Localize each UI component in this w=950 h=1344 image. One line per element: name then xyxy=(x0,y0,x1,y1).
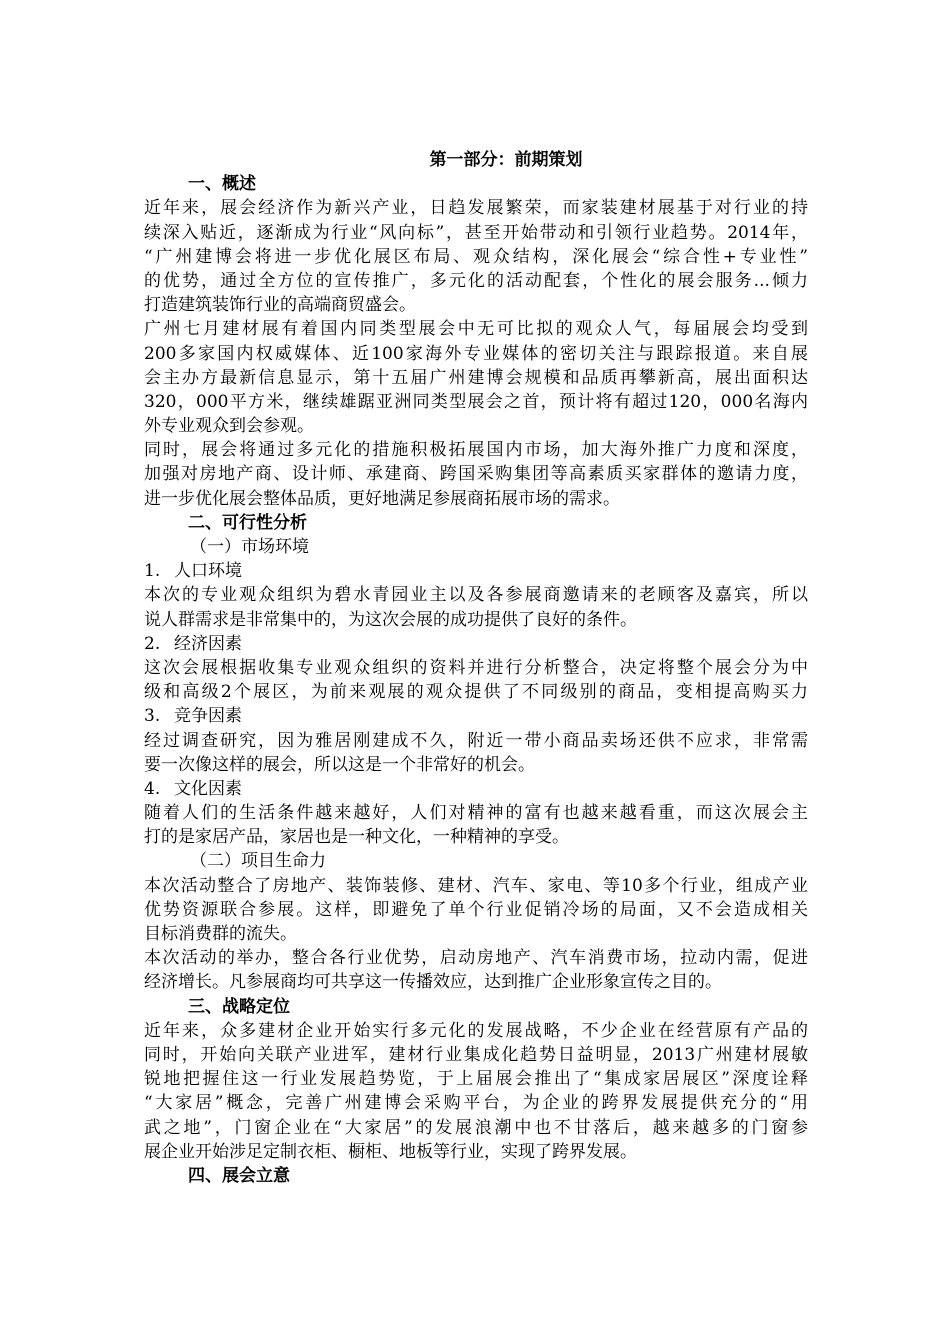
subheading-project-vitality: （二）项目生命力 xyxy=(190,851,326,872)
list-item-title: 文化因素 xyxy=(174,778,242,799)
paragraph-line: 200多家国内权威媒体、近100家海外专业媒体的密切关注与跟踪报道。来自展 xyxy=(144,343,808,364)
document-title: 第一部分：前期策划 xyxy=(429,150,583,170)
paragraph-line: 进一步优化展会整体品质，更好地满足参展商拓展市场的需求。 xyxy=(144,488,620,509)
paragraph-line: 近年来，展会经济作为新兴产业，日趋发展繁荣，而家装建材展基于对行业的持 xyxy=(144,198,808,219)
paragraph-line: 锐地把握住这一行业发展趋势览，于上届展会推出了“集成家居展区”深度诠释 xyxy=(144,1069,808,1090)
list-item-title: 竞争因素 xyxy=(174,706,242,727)
section-heading-exhibition-concept: 四、展会立意 xyxy=(188,1165,290,1186)
list-item-heading xyxy=(144,559,808,583)
list-number: 4. xyxy=(144,778,161,799)
paragraph-line: 本次的专业观众组织为碧水青园业主以及各参展商邀请来的老顾客及嘉宾，所以 xyxy=(144,585,808,606)
paragraph-line: 续深入贴近，逐渐成为行业“风向标”，甚至开始带动和引领行业趋势。2014年， xyxy=(144,222,808,243)
list-number: 3. xyxy=(144,706,161,727)
document-page xyxy=(144,148,808,1188)
section-heading-strategy: 三、战略定位 xyxy=(188,996,290,1017)
paragraph-strategy xyxy=(144,1019,808,1164)
paragraph-overview-2 xyxy=(144,317,808,438)
paragraph-line: 打的是家居产品，家居也是一种文化，一种精神的享受。 xyxy=(144,827,569,848)
section-heading-overview: 一、概述 xyxy=(188,174,256,195)
paragraph-line: 本次活动整合了房地产、装饰装修、建材、汽车、家电、等10多个行业，组成产业 xyxy=(144,875,808,896)
paragraph-line: 同时，展会将通过多元化的措施积极拓展国内市场，加大海外推广力度和深度， xyxy=(144,440,808,461)
list-item-title: 人口环境 xyxy=(174,561,242,582)
paragraph-line: 级和高级2个展区，为前来观展的观众提供了不同级别的商品，变相提高购买力 xyxy=(144,682,808,703)
paragraph-line: “广州建博会将进一步优化展区布局、观众结构，深化展会“综合性+专业性” xyxy=(144,246,808,267)
paragraph-overview-3 xyxy=(144,438,808,511)
list-item-title: 经济因素 xyxy=(174,633,242,654)
paragraph-line: 广州七月建材展有着国内同类型展会中无可比拟的观众人气，每届展会均受到 xyxy=(144,319,808,340)
paragraph-line: 的优势，通过全方位的宣传推广，多元化的活动配套，个性化的展会服务...倾力 xyxy=(144,270,808,291)
list-item-heading xyxy=(144,704,808,728)
paragraph-line: 要一次像这样的展会，所以这是一个非常好的机会。 xyxy=(144,754,535,775)
list-item-heading xyxy=(144,777,808,801)
subheading-market-environment: （一）市场环境 xyxy=(190,537,309,557)
paragraph-line: 近年来，众多建材企业开始实行多元化的发展战略，不少企业在经营原有产品的 xyxy=(144,1020,808,1041)
paragraph-vitality-2 xyxy=(144,946,808,994)
list-number: 1. xyxy=(144,561,161,582)
paragraph-line: 目标消费群的流失。 xyxy=(144,924,297,944)
list-item-heading xyxy=(144,632,808,656)
paragraph-line: 经济增长。凡参展商均可共享这一传播效应，达到推广企业形象宣传之目的。 xyxy=(144,972,722,993)
paragraph-line: 本次活动的举办，整合各行业优势，启动房地产、汽车消费市场，拉动内需，促进 xyxy=(144,948,808,969)
paragraph-line: 320，000平方米，继续雄踞亚洲同类型展会之首，预计将有超过120，000名海内 xyxy=(144,391,808,412)
paragraph-line: 同时，开始向关联产业进军，建材行业集成化趋势日益明显，2013广州建材展敏 xyxy=(144,1044,808,1065)
paragraph-line: 会主办方最新信息显示，第十五届广州建博会规模和品质再攀新高，展出面积达 xyxy=(144,367,808,388)
paragraph-line: 武之地”，门窗企业在“大家居”的发展浪潮中也不甘落后，越来越多的门窗参 xyxy=(144,1117,808,1138)
paragraph-line: 打造建筑装饰行业的高端商贸盛会。 xyxy=(144,295,416,316)
paragraph-vitality-1 xyxy=(144,874,808,947)
paragraph-line: 随着人们的生活条件越来越好，人们对精神的富有也越来越看重，而这次展会主 xyxy=(144,803,808,824)
paragraph-line: 展企业开始涉足定制衣柜、橱柜、地板等行业，实现了跨界发展。 xyxy=(144,1141,637,1162)
section-heading-feasibility: 二、可行性分析 xyxy=(188,512,307,533)
paragraph-line: 加强对房地产商、设计师、承建商、跨国采购集团等高素质买家群体的邀请力度， xyxy=(144,464,808,485)
paragraph-line: 优势资源联合参展。这样，即避免了单个行业促销冷场的局面，又不会造成相关 xyxy=(144,899,808,920)
paragraph-line: 外专业观众到会参观。 xyxy=(144,416,314,437)
list-number: 2. xyxy=(144,633,161,654)
paragraph-overview-1 xyxy=(144,196,808,317)
paragraph-line: “大家居”概念，完善广州建博会采购平台，为企业的跨界发展提供充分的“用 xyxy=(144,1093,808,1114)
paragraph-line: 这次会展根据收集专业观众组织的资料并进行分析整合，决定将整个展会分为中 xyxy=(144,657,808,678)
paragraph-line: 经过调查研究，因为雅居刚建成不久，附近一带小商品卖场还供不应求，非常需 xyxy=(144,730,808,751)
paragraph-line: 说人群需求是非常集中的，为这次会展的成功提供了良好的条件。 xyxy=(144,609,637,630)
